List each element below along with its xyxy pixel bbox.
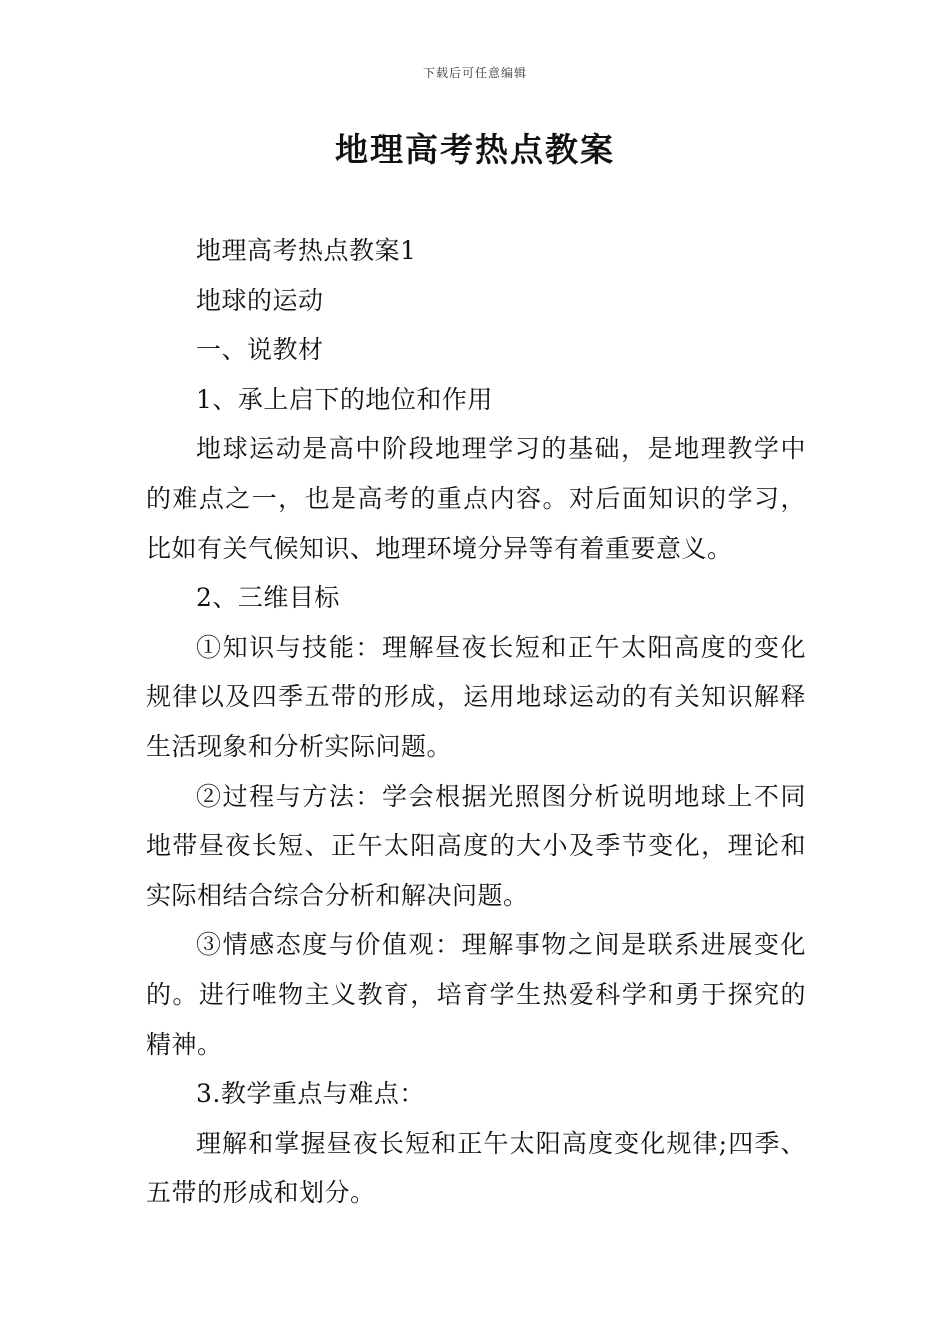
paragraph-topic: 地球的运动: [196, 285, 324, 315]
paragraph-key-points-body: 理解和掌握昼夜长短和正午太阳高度变化规律;四季、五带的形成和划分。: [146, 1128, 806, 1208]
paragraph-goal-process: ②过程与方法：学会根据光照图分析说明地球上不同地带昼夜长短、正午太阳高度的大小及季节变化，理论和实际相结合综合分析和解决问题。: [146, 781, 806, 910]
document-body: [146, 226, 806, 1218]
header-note: 下载后可任意编辑: [422, 66, 527, 80]
paragraph-subheading-role: 1、承上启下的地位和作用: [196, 384, 493, 414]
paragraph-heading-textbook: 一、说教材: [196, 335, 324, 365]
paragraph-subheading-key-points: 3.教学重点与难点：: [196, 1079, 425, 1109]
paragraph-goal-attitude: ③情感态度与价值观：理解事物之间是联系进展变化的。进行唯物主义教育，培育学生热爱科学和勇于探究的精神。: [146, 930, 806, 1059]
paragraph-subheading-goals: 2、三维目标: [196, 583, 340, 613]
document-title: 地理高考热点教案: [335, 130, 615, 169]
paragraph-role-body: 地球运动是高中阶段地理学习的基础，是地理教学中的难点之一，也是高考的重点内容。对后面知识的学习，比如有关气候知识、地理环境分异等有着重要意义。: [146, 434, 806, 563]
paragraph-goal-knowledge: ①知识与技能：理解昼夜长短和正午太阳高度的变化规律以及四季五带的形成，运用地球运动的有关知识解释生活现象和分析实际问题。: [146, 632, 806, 761]
paragraph-section-heading: 地理高考热点教案1: [196, 236, 417, 265]
